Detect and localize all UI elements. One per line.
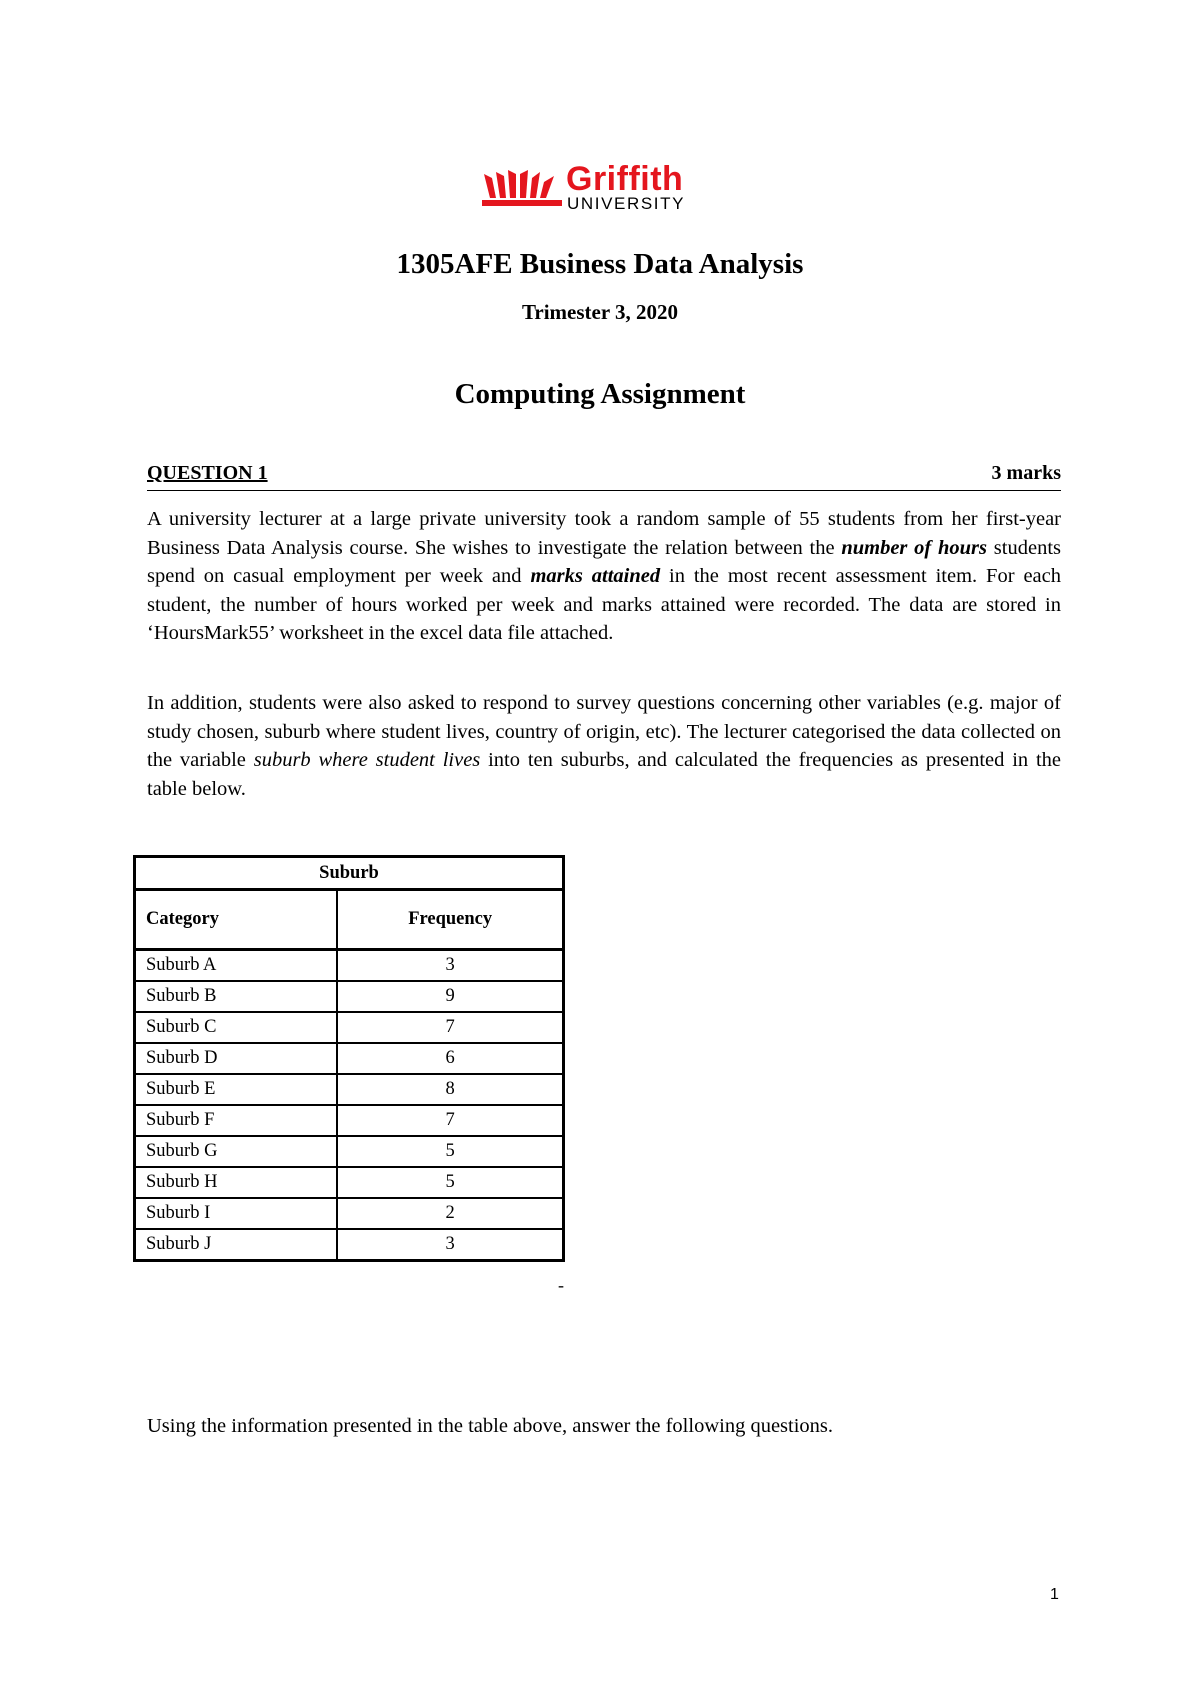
logo-subtitle: UNIVERSITY bbox=[567, 194, 686, 213]
closing-instruction: Using the information presented in the table above, answer the following questions. bbox=[147, 1415, 834, 1437]
category-cell: Suburb F bbox=[135, 1105, 338, 1136]
category-cell: Suburb B bbox=[135, 981, 338, 1012]
column-header-category: Category bbox=[135, 890, 338, 950]
frequency-cell: 9 bbox=[337, 981, 563, 1012]
griffith-flame-icon bbox=[482, 168, 564, 210]
table-row bbox=[135, 950, 564, 982]
category-cell: Suburb C bbox=[135, 1012, 338, 1043]
frequency-cell: 5 bbox=[337, 1167, 563, 1198]
logo-name: Griffith bbox=[566, 160, 684, 198]
para2-text-c: into ten suburbs, and calculated the frequencies as presented in the table below. bbox=[147, 749, 1062, 800]
category-cell: Suburb D bbox=[135, 1043, 338, 1074]
para1-emphasis-marks: marks attained bbox=[530, 565, 661, 587]
category-cell: Suburb I bbox=[135, 1198, 338, 1229]
question-marks: 3 marks bbox=[991, 462, 1061, 484]
suburb-frequency-table bbox=[133, 855, 565, 1262]
para2-text-a: In addition, students were also asked to respond to survey questions concerning other variables (e.g. major of study chosen, suburb where student lives, country of origin, etc). The lecturer categorised the data collected on the variable bbox=[147, 692, 1061, 771]
table-row bbox=[135, 1012, 564, 1043]
griffith-logo bbox=[482, 160, 732, 218]
frequency-cell: 6 bbox=[337, 1043, 563, 1074]
frequency-cell: 8 bbox=[337, 1074, 563, 1105]
table-row bbox=[135, 981, 564, 1012]
frequency-cell: 3 bbox=[337, 950, 563, 982]
category-cell: Suburb G bbox=[135, 1136, 338, 1167]
frequency-cell: 2 bbox=[337, 1198, 563, 1229]
category-cell: Suburb H bbox=[135, 1167, 338, 1198]
category-cell: Suburb J bbox=[135, 1229, 338, 1261]
para1-text-c: students spend on casual employment per week and bbox=[147, 536, 1061, 587]
para1-text-e: in the most recent assessment item. For each student, the number of hours worked per week and marks attained were recorded. The data are stored in ‘HoursMark55’ worksheet in the excel data file attached. bbox=[147, 565, 1061, 644]
frequency-cell: 7 bbox=[337, 1012, 563, 1043]
category-cell: Suburb A bbox=[135, 950, 338, 982]
column-header-frequency: Frequency bbox=[337, 890, 563, 950]
table-row bbox=[135, 1074, 564, 1105]
stray-dash: - bbox=[558, 1275, 564, 1295]
para2-emphasis-suburb: suburb where student lives bbox=[253, 749, 481, 771]
trimester: Trimester 3, 2020 bbox=[521, 300, 679, 324]
question-label: QUESTION 1 bbox=[147, 462, 268, 484]
assignment-title: Computing Assignment bbox=[454, 378, 746, 410]
table-row bbox=[135, 1136, 564, 1167]
table-row bbox=[135, 1198, 564, 1229]
course-title: 1305AFE Business Data Analysis bbox=[396, 248, 804, 280]
question-heading bbox=[147, 462, 1061, 491]
para1-emphasis-hours: number of hours bbox=[841, 536, 988, 559]
para1-text-a: A university lecturer at a large private university took a random sample of 55 students from her first-year Business Data Analysis course. She wishes to investigate the relation between the bbox=[147, 508, 1061, 559]
table-row bbox=[135, 1229, 564, 1261]
table-row bbox=[135, 1105, 564, 1136]
frequency-cell: 5 bbox=[337, 1136, 563, 1167]
frequency-cell: 7 bbox=[337, 1105, 563, 1136]
category-cell: Suburb E bbox=[135, 1074, 338, 1105]
table-caption: Suburb bbox=[135, 857, 564, 890]
frequency-cell: 3 bbox=[337, 1229, 563, 1261]
page-number: 1 bbox=[1050, 1586, 1059, 1603]
question-paragraph-2 bbox=[147, 689, 1061, 803]
question-paragraph-1 bbox=[147, 505, 1061, 648]
table-row bbox=[135, 1043, 564, 1074]
table-row bbox=[135, 1167, 564, 1198]
